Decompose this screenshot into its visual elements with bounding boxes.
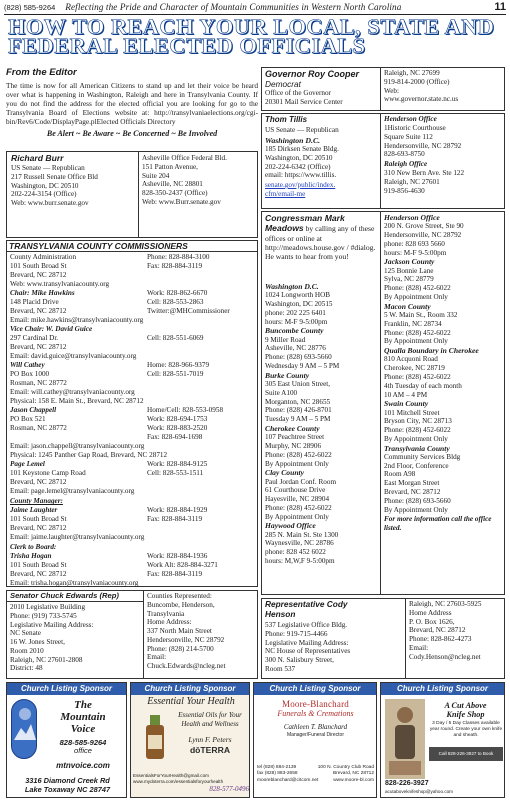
meadows-office-label: Henderson Office [384, 213, 440, 222]
eh-email[interactable]: EssentialsForYourHealth@gmail.com [133, 773, 209, 778]
meadows-office-details: 1024 Longworth HOB Washington, DC 20515 phone: 202 225 6401 hours: M-F 9-5:00pm [265, 291, 333, 326]
divider [405, 599, 406, 679]
meadows-office-details: 285 N. Main St. Ste 1300 Waynesville, NC 28786 phone: 828 452 6022 hours: M,W,F 9-5:00pm [265, 530, 339, 566]
burr-name: Richard Burr [11, 153, 64, 163]
knife-shop-title-1: A Cut Above [444, 701, 487, 710]
laughter-address: 101 South Broad St Brevard, NC 28712 [10, 515, 67, 533]
knife-shop-email[interactable]: acutaboveknifeshop@yahoo.com [385, 789, 453, 794]
editor-section [6, 67, 258, 150]
meadows-office-details: Community Services Bldg 2nd Floor, Conference Room A98 East Morgan Street Brevard, NC 28712 Phone: (828) 693-5660 By Appointment Only [384, 452, 461, 514]
vice-chair-address: 297 Cardinal Dr. Brevard, NC 28712 [10, 334, 67, 352]
lemel-email[interactable]: Email: page.lemel@transylvaniacounty.org [10, 487, 135, 496]
sponsor-header: Church Listing Sponsor [381, 683, 504, 695]
meadows-office-details: 101 Mitchell Street Bryson City, NC 28713 Phone: (828) 452-6022 By Appointment Only [384, 408, 452, 443]
mv-name-2: Mountain [60, 711, 106, 723]
cathey-email[interactable]: Email: will.cathey@transylvaniacounty.org [10, 388, 135, 397]
meadows-office-details: 200 N. Grove Street, Ste 90 Hendersonville, NC 28792 phone: 828 693 5660 hours: M-F 9-5:00pm [384, 222, 464, 257]
edwards-title: Senator Chuck Edwards (Rep) [10, 591, 119, 600]
sponsor-essential-health [130, 682, 250, 798]
meadows-office-details: 107 Peachtree Street Murphy, NC 28906 Phone: (828) 452-6022 By Appointment Only [265, 433, 332, 468]
cooper-box [261, 67, 505, 111]
mb-person: Cathleen T. Blanchard [283, 723, 348, 731]
county-admin-address: County Administration 101 South Broad St Brevard, NC 28712 Web: www.transylvaniacounty.org [10, 253, 110, 288]
edwards-home-address: Counties Represented: Buncombe, Henderson, Transylvania Home Address: 337 North Main Street Hendersonville, NC 28792 Phone: (828) 214-5700 Email: Chuck.Edwards@ncleg.net [147, 592, 226, 671]
mv-website[interactable]: mtnvoice.com [56, 761, 110, 770]
meadows-intro-text: by calling any of these offices or online at http://meadows.house.gov / #dialog. He wants to hear from you! [265, 224, 376, 262]
vice-chair-phone: Cell: 828-551-6069 [147, 334, 204, 343]
burr-dc-office: US Senate — Republican 217 Russell Senate Office Bld Washington, DC 20510 202-224-3154 (Office) Web: www.burr.senate.gov [11, 164, 98, 208]
editor-alert: Be Alert ~ Be Aware ~ Be Concerned ~ Be Involved [46, 128, 218, 138]
cooper-party: Democrat [265, 79, 301, 89]
county-admin-phone: Phone: 828-884-3100 Fax: 828-884-3119 [147, 253, 210, 271]
meadows-more-info: For more information call the office listed. [384, 515, 492, 533]
sponsor-moore-blanchard [253, 682, 377, 798]
meadows-office-details: 125 Bonnie Lane Sylva, NC 28779 Phone: (828) 452-6022 By Appointment Only [384, 266, 451, 301]
mb-website[interactable]: www.moore-bl.com [333, 777, 374, 783]
divider [7, 601, 143, 602]
meadows-office-label: Macon County [384, 301, 431, 311]
cathey-physical: Physical: 158 E. Main St., Brevard, NC 28712 [10, 397, 144, 406]
laughter-phones: Work: 828-884-1929 Fax: 828-884-3119 [147, 506, 208, 524]
mv-name-1: The [74, 699, 92, 711]
meadows-office-label: Buncombe County [265, 326, 324, 336]
laughter-email[interactable]: Email: jaime.laughter@transylvaniacounty.org [10, 533, 145, 542]
meadows-office [265, 282, 379, 326]
mv-phone: 828-585-9264 [59, 738, 107, 747]
mb-role: Manager/Funeral Director [287, 732, 344, 738]
meadows-title-line2: Meadows [265, 223, 304, 234]
laughter-label: Jaime Laughter [10, 506, 58, 515]
header-tagline: Reflecting the Pride and Character of Mountain Communities in Western North Carolina [65, 2, 402, 13]
divider [138, 152, 139, 238]
eh-phone: 828-577-0496 [209, 785, 249, 793]
chappell-physical: Physical: 1245 Panther Gap Road, Brevard, NC 28712 [10, 451, 168, 460]
commissioners-box [6, 240, 258, 587]
knife-maker-photo [385, 699, 425, 779]
edwards-legislative-address: 2010 Legislative Building Phone: (919) 733-5745 Legislative Mailing Address: NC Senate 16 W. Jones Street, Room 2010 Raleigh, NC 27601-2808 District: 48 [10, 603, 94, 673]
meadows-office [384, 257, 504, 301]
knife-shop-phone: 828-226-3927 [385, 780, 429, 787]
meadows-office-details: 5 W. Main St., Room 332 Franklin, NC 28734 Phone: (828) 452-6022 By Appointment Only [384, 311, 458, 346]
mb-tel: tel (828) 884-2139 [257, 765, 297, 770]
divider [380, 114, 381, 209]
meadows-intro [265, 213, 379, 262]
cooper-title: Governor Roy Cooper [265, 69, 360, 79]
henson-box [261, 598, 505, 679]
lemel-label: Page Lemel [10, 460, 45, 469]
mb-address-2: Brevard, NC 28712 [332, 771, 374, 777]
sponsor-knife-shop [380, 682, 505, 798]
sponsor-mountain-voice [6, 682, 127, 798]
cooper-contact: Raleigh, NC 27699 919-814-2000 (Office) Web: www.governor.state.nc.us [384, 69, 459, 104]
sponsor-header: Church Listing Sponsor [254, 683, 376, 695]
doterra-logo: dōTERRA [189, 745, 231, 755]
tillis-title: Thom Tillis [265, 115, 308, 124]
meadows-box [261, 211, 505, 595]
meadows-office [384, 444, 504, 515]
chappell-address: PO Box 521 Rosman, NC 28772 [10, 415, 67, 433]
hogan-address: 101 South Broad St Brevard, NC 28712 [10, 561, 67, 579]
lemel-address: 101 Keystone Camp Road Brevard, NC 28712 [10, 469, 86, 487]
knife-shop-title-2: Knife Shop [446, 710, 485, 719]
meadows-office-label: Swain County [384, 399, 429, 409]
tillis-party: US Senate — Republican [265, 126, 339, 134]
mv-address-1: 3316 Diamond Creek Rd [25, 776, 110, 785]
tillis-raleigh-label: Raleigh Office [384, 160, 428, 168]
meadows-office-label: Clay County [265, 468, 305, 478]
headline-line-2: FEDERAL ELECTED OFFICIALS [8, 33, 366, 58]
henson-home-address: Raleigh, NC 27603-5925 Home Address P. O. Box 1626, Brevard, NC 28712 Phone: 828-862-4273 Email: Cody.Henson@ncleg.net [409, 600, 482, 661]
knife-shop-call-banner: Call 828-226-3927 to Book [429, 747, 503, 761]
mb-tagline: Funerals & Cremations [277, 709, 354, 718]
chair-email[interactable]: Email: mike.hawkins@transylvaniacounty.org [10, 316, 144, 325]
meadows-office-details: Paul Jordan Conf. Room 61 Courthouse Drive Hayesville, NC 28904 Phone: (828) 452-6022 By Appointment Only [265, 477, 337, 521]
eh-tagline-2: Health and Wellness [181, 720, 239, 728]
vice-chair-email[interactable]: Email: david.guice@transylvaniacounty.org [10, 352, 137, 361]
meadows-office [384, 302, 504, 346]
page-number: 11 [494, 1, 506, 14]
hogan-phones: Work: 828-884-1936 Work Alt: 828-884-3271 Fax: 828-884-3119 [147, 552, 218, 578]
chair-phones: Work: 828-862-6670 Cell: 828-553-2863 Twitter:@MHCommissioner [147, 289, 230, 315]
meadows-office-label: Transylvania County [384, 443, 450, 453]
commissioners-title: TRANSYLVANIA COUNTY COMMISSIONERS [7, 241, 257, 252]
eh-title-1: Essential [147, 696, 184, 707]
tillis-box [261, 113, 505, 209]
meadows-office-label: Jackson County [384, 257, 435, 267]
sponsor-header: Church Listing Sponsor [131, 683, 249, 695]
sponsor-header: Church Listing Sponsor [7, 683, 126, 695]
header-phone: (828) 585-9264 [4, 3, 56, 13]
meadows-office-details: 9 Miller Road Asheville, NC 28776 Phone: (828) 693-5660 Wednesday 9 AM – 5 PM [265, 335, 340, 370]
meadows-office [384, 346, 504, 399]
burr-asheville-office: Asheville Office Federal Bld. 151 Patton Avenue, Suite 204 Asheville, NC 28801 828-350-2437 (Office) Web: www.Burr.senate.gov [142, 154, 227, 206]
divider [143, 591, 144, 679]
tillis-henderson-office: 1Historic Courthouse Square Suite 112 Hendersonville, NC 28792 828-693-8750 [384, 124, 462, 159]
tillis-henderson-label: Henderson Office [384, 115, 437, 123]
editor-title: From the Editor [6, 67, 77, 78]
meadows-office [265, 468, 379, 521]
meadows-office-label: Burke County [265, 370, 310, 380]
oil-bottle-icon [141, 713, 169, 763]
burr-box [6, 151, 258, 238]
edwards-box [6, 590, 258, 679]
eh-website[interactable]: www.mydoterra.com/essentialsforyourhealth [133, 779, 224, 784]
divider [380, 68, 381, 111]
hogan-email[interactable]: Email: trisha.hogan@transylvaniacounty.org [10, 579, 139, 588]
henson-title-line1: Representative Cody [265, 599, 348, 609]
mb-fax: fax (828) 883-2658 [257, 771, 298, 777]
county-manager-label: County Manager: [10, 497, 63, 506]
clerk-label: Clerk to Board: [10, 543, 57, 552]
tillis-dc-office: 185 Dirksen Senate Bldg. Washington, DC 20510 202-224-6342 (Office) email: https://www.tillis. [265, 145, 339, 180]
cooper-office: Office of the Governor 20301 Mail Service Center [265, 89, 343, 106]
chappell-phones: Home/Cell: 828-553-0958 Work: 828-694-1753 Work: 828-883-2520 Fax: 828-694-1698 [147, 406, 224, 441]
vice-chair-label: Vice Chair: W. David Guice [10, 325, 93, 334]
page-headline [8, 14, 503, 58]
meadows-office [265, 424, 379, 468]
chappell-email[interactable]: Email: jason.chappell@transylvaniacounty.org [10, 442, 145, 451]
meadows-office [265, 521, 379, 565]
meadows-office-details: 810 Acquoni Road Cherokee, NC 28719 Phone: (828) 452-6022 4th Tuesday of each month 10 AM – 4 PM [384, 355, 462, 399]
headline-line-1: HOW TO REACH YOUR LOCAL, STATE AND [8, 14, 495, 39]
mv-name-3: Voice [70, 723, 96, 735]
tillis-email-link[interactable]: senate.gov/public/index. cfm/email-me [265, 181, 336, 198]
meadows-office-details: 305 East Union Street, Suite A100 Morganton, NC 28655 Phone: (828) 426-8701 Tuesday 9 AM – 5 PM [265, 380, 332, 424]
eh-person: Lynn F. Peters [188, 735, 232, 744]
meadows-office [265, 371, 379, 424]
chair-label: Chair: Mike Hawkins [10, 289, 75, 298]
mountain-voice-logo [11, 699, 37, 759]
meadows-office [384, 213, 504, 257]
tillis-dc-label: Washington D.C. [265, 136, 321, 145]
mv-address-2: Lake Toxaway NC 28747 [24, 785, 111, 794]
meadows-office-label: Qualla Boundary in Cherokee [384, 346, 479, 356]
meadows-office-label: Washington D.C. [265, 282, 319, 291]
hogan-label: Trisha Hogan [10, 552, 52, 561]
mb-address-1: 100 N. Country Club Road [317, 765, 374, 770]
chair-address: 148 Placid Drive Brevard, NC 28712 [10, 298, 67, 316]
eh-title-2: Your Health [186, 696, 235, 707]
divider [380, 212, 381, 595]
mb-email[interactable]: mooreblanchard@citcom.net [257, 777, 319, 783]
cathey-phones: Home: 828-966-9379 Cell: 828-551-7019 [147, 361, 210, 379]
lemel-phones: Work: 828-884-9125 Cell: 828-553-1511 [147, 460, 208, 478]
editor-body: The time is now for all American Citizens to stand up and let their voice be heard over what is happening in Washington, Raleigh and here in Transylvania County. If you do not find the address for the elected official you are looking for go to the Transylvania Board of Elections website at: http://transylvaniaelections.org/cgi-bin/Rev6/Code/DisplayPage.plElected Officials Directory [6, 80, 258, 126]
meadows-title-line1: Congressman Mark [265, 213, 345, 223]
chappell-label: Jason Chappell [10, 406, 57, 415]
henson-title [265, 600, 348, 620]
mb-name: Moore-Blanchard [282, 699, 349, 709]
henson-legislative-address: 537 Legislative Office Bldg. Phone: 919-715-4466 Legislative Mailing Address: NC House of Representatives 300 N. Salisbury Street, Room 537 [265, 621, 351, 673]
knife-shop-blurb: 3 Day / 5 Day Classes available year round. Create your own knife and sheath. [429, 721, 503, 738]
cathey-address: PO Box 1000 Rosman, NC 28772 [10, 370, 67, 388]
mv-office-label: office [74, 746, 92, 755]
eh-tagline-1: Essential Oils for Your [178, 711, 242, 719]
henson-title-line2: Henson [265, 608, 296, 619]
meadows-office [384, 399, 504, 443]
meadows-office-label: Haywood Office [265, 521, 316, 531]
meadows-office [265, 326, 379, 370]
cathey-label: Will Cathey [10, 361, 45, 370]
meadows-office-label: Cherokee County [265, 423, 320, 433]
tillis-raleigh-office: 310 New Bern Ave. Ste 122 Raleigh, NC 27601 919-856-4630 [384, 169, 465, 195]
